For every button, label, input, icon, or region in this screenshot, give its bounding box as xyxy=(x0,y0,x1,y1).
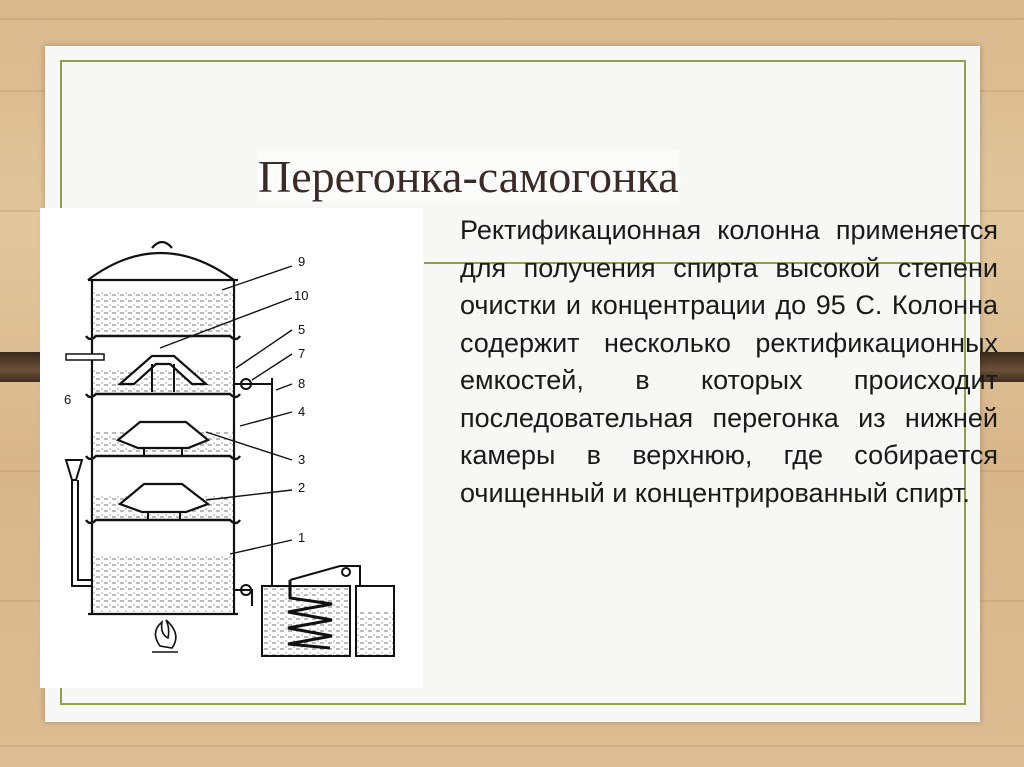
tray xyxy=(86,520,240,523)
wood-grain xyxy=(0,745,1024,747)
thermometer xyxy=(66,354,104,360)
slide-body-text: Ректификационная колонна применяется для получения спирта высокой степени очистки и концентрации до 95 С. Колонна содержит несколько ректификационных емкостей, в которых происходит последовательная перегонка из нижней камеры в верхнюю, где собирается очищенный и концентрированный спирт. xyxy=(460,215,998,508)
tray xyxy=(86,394,240,397)
distillation-column-svg xyxy=(40,208,423,688)
distillation-column-diagram xyxy=(40,208,423,688)
funnel xyxy=(66,460,82,480)
diagram-label-8: 8 xyxy=(298,376,306,391)
bubble-cap xyxy=(120,484,208,512)
diagram-label-1: 1 xyxy=(298,530,306,545)
flame-icon xyxy=(152,620,178,652)
tray xyxy=(86,336,240,339)
valve xyxy=(342,568,350,576)
wood-grain xyxy=(0,18,1024,20)
diagram-label-9: 9 xyxy=(298,254,306,269)
diagram-label-5: 5 xyxy=(298,322,306,337)
liquid-layer-top xyxy=(93,290,233,336)
liquid-layer-bottom xyxy=(93,554,233,612)
bubble-cap xyxy=(118,422,208,448)
column-lid xyxy=(88,253,234,280)
slide-title: Перегонка-самогонка xyxy=(258,151,679,202)
diagram-label-3: 3 xyxy=(298,452,306,467)
tray xyxy=(86,456,240,459)
diagram-label-7: 7 xyxy=(298,346,306,361)
diagram-label-6: 6 xyxy=(64,392,72,407)
liquid-layer xyxy=(93,368,233,392)
diagram-label-2: 2 xyxy=(298,480,306,495)
diagram-label-4: 4 xyxy=(298,404,306,419)
diagram-label-10: 10 xyxy=(294,288,309,303)
